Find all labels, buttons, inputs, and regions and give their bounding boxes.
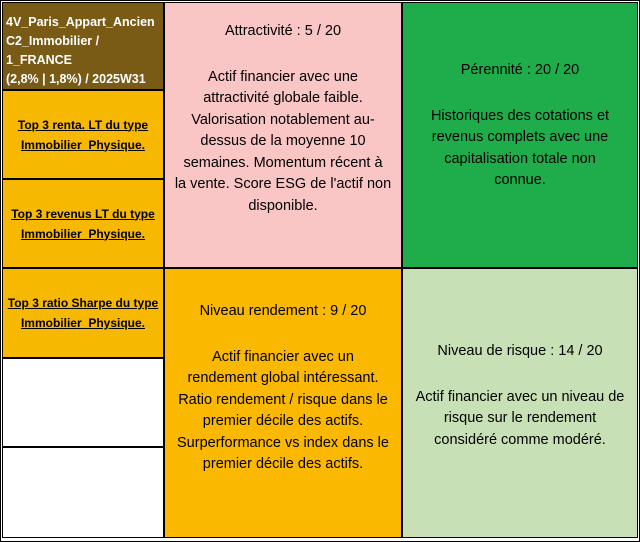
risque-line: risque sur le rendement — [443, 410, 597, 426]
rendement-line: rendement global intéressant. — [187, 370, 379, 386]
rendement-line: premier décile des actifs. — [202, 413, 364, 429]
top3-sharpe-link[interactable] — [2, 268, 164, 358]
rendement-line: Actif financier avec un — [212, 348, 354, 365]
top3-revenus-link[interactable] — [2, 179, 164, 268]
rendement-description — [177, 347, 389, 476]
asset-name: 4V_Paris_Appart_Ancien — [6, 15, 155, 29]
attractivite-line: attractivité globale faible. — [203, 90, 363, 106]
attractivite-title: Attractivité : 5 / 20 — [224, 23, 342, 39]
top3-renta-line1: Top 3 renta. LT du type — [17, 117, 149, 132]
attractivite-line: Actif financier avec une — [208, 68, 358, 85]
empty-cell — [2, 447, 164, 538]
perennite-panel — [402, 2, 638, 268]
attractivite-line: disponible. — [248, 197, 318, 214]
top3-renta-link[interactable] — [2, 90, 164, 179]
top3-sharpe-line2: Immobilier_Physique. — [20, 316, 146, 330]
perennite-line: revenus complets avec une — [431, 129, 609, 145]
perennite-line: Historiques des cotations et — [430, 107, 610, 124]
attractivite-panel — [164, 2, 402, 268]
perennite-line: connue. — [494, 172, 546, 188]
attractivite-line: la vente. Score ESG de l'actif non — [174, 176, 392, 192]
top3-revenus-line1: Top 3 revenus LT du type — [11, 206, 155, 221]
attractivite-description — [175, 67, 391, 218]
rendement-title: Niveau rendement : 9 / 20 — [199, 303, 367, 319]
perennite-title: Pérennité : 20 / 20 — [460, 62, 580, 78]
risque-line: considéré comme modéré. — [434, 431, 606, 448]
top3-revenus-line2: Immobilier_Physique. — [20, 226, 146, 241]
empty-cell — [2, 358, 164, 447]
attractivite-line: dessus de la moyenne 10 — [200, 133, 366, 149]
top3-sharpe-line1: Top 3 ratio Sharpe du type — [7, 296, 159, 310]
rendement-panel — [164, 268, 402, 538]
asset-category: C2_Immobilier / 1_FRANCE — [6, 34, 100, 67]
asset-header — [2, 2, 164, 90]
rendement-line: premier décile des actifs. — [202, 456, 364, 472]
risque-line: Actif financier avec un niveau de — [415, 388, 625, 405]
attractivite-line: semaines. Momentum récent à — [183, 154, 383, 171]
rendement-line: Surperformance vs index dans le — [177, 434, 389, 451]
risque-description — [416, 387, 625, 452]
perennite-description — [431, 106, 609, 192]
risque-panel — [402, 268, 638, 538]
risque-title: Niveau de risque : 14 / 20 — [437, 343, 603, 359]
perennite-line: capitalisation totale non — [444, 150, 596, 167]
attractivite-line: Valorisation notablement au- — [191, 111, 375, 128]
asset-rates-week: (2,8% | 1,8%) / 2025W31 — [6, 72, 146, 86]
rendement-line: Ratio rendement / risque dans le — [178, 391, 388, 408]
top3-renta-line2: Immobilier_Physique. — [20, 137, 146, 152]
